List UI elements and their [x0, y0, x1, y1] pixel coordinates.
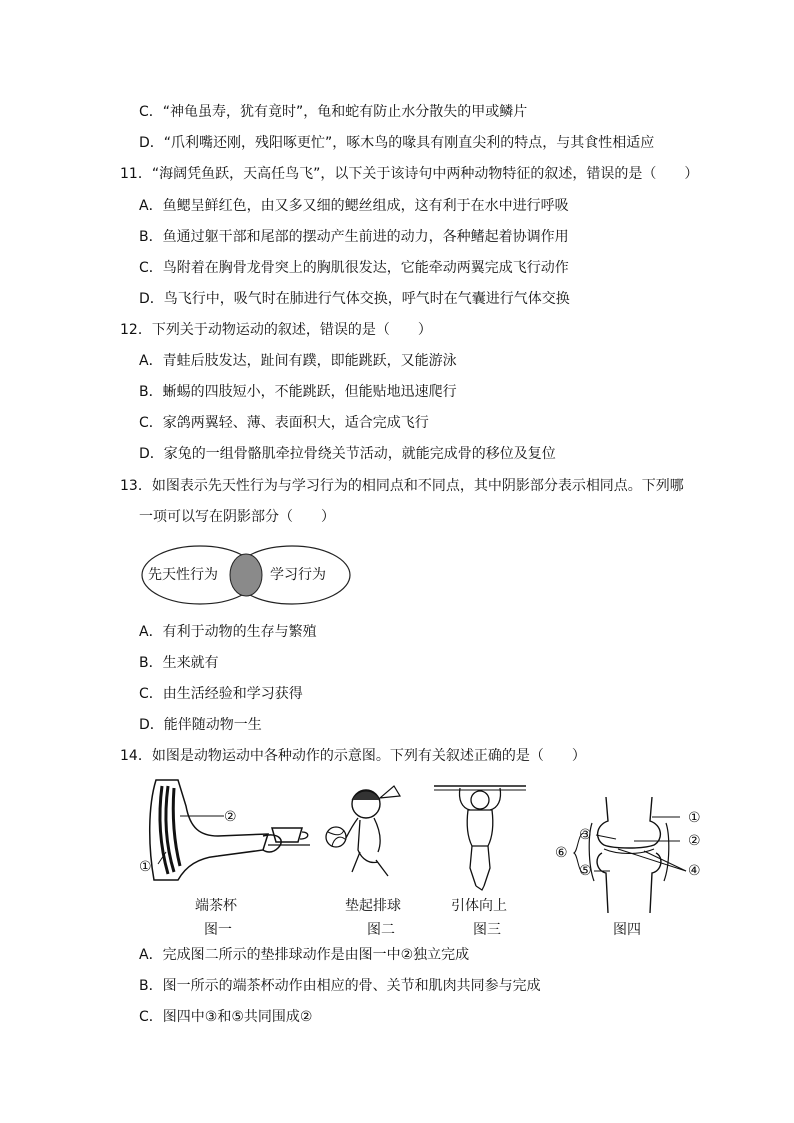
question-12: 12．下列关于动物运动的叙述，错误的是（ ）	[120, 322, 432, 338]
option-d-q12: D．家兔的一组骨骼肌牵拉骨绕关节活动，就能完成骨的移位及复位	[139, 446, 556, 462]
fig3-label: 图三	[473, 922, 501, 938]
fig4-marker-3: ③	[579, 827, 592, 843]
question-13-line2: 一项可以写在阴影部分（ ）	[139, 509, 335, 525]
option-a-q11: A．鱼鳃呈鲜红色，由又多又细的鳃丝组成，这有利于在水中进行呼吸	[139, 198, 569, 214]
fig4-marker-2: ②	[688, 833, 701, 849]
option-b-q13: B．生来就有	[139, 655, 219, 671]
fig3-caption: 引体向上	[451, 898, 507, 914]
option-b-q14: B．图一所示的端茶杯动作由相应的骨、关节和肌肉共同参与完成	[139, 978, 541, 994]
figure-volleyball	[322, 780, 412, 880]
question-13-line1: 13．如图表示先天性行为与学习行为的相同点和不同点，其中阴影部分表示相同点。下列哪	[120, 478, 684, 494]
fig4-label: 图四	[613, 922, 641, 938]
option-c-q14: C．图四中③和⑤共同围成②	[139, 1009, 313, 1025]
option-a-q13: A．有利于动物的生存与繁殖	[139, 624, 317, 640]
venn-left-label: 先天性行为	[148, 567, 218, 583]
fig1-marker-1: ①	[139, 859, 152, 875]
option-c-q10: C．“神龟虽寿，犹有竟时”，龟和蛇有防止水分散失的甲或鳞片	[139, 104, 528, 120]
venn-right-label: 学习行为	[270, 567, 326, 583]
question-14: 14．如图是动物运动中各种动作的示意图。下列有关叙述正确的是（ ）	[120, 748, 586, 764]
option-a-q12: A．青蛙后肢发达，趾间有蹼，即能跳跃，又能游泳	[139, 353, 457, 369]
fig1-caption: 端茶杯	[195, 898, 237, 914]
figure-arm-teacup	[138, 776, 320, 888]
fig4-marker-4: ④	[688, 863, 701, 879]
option-c-q11: C．鸟附着在胸骨龙骨突上的胸肌很发达，它能牵动两翼完成飞行动作	[139, 260, 569, 276]
volleyball-icon	[326, 827, 346, 847]
fig4-marker-5: ⑤	[579, 863, 592, 879]
option-d-q11: D．鸟飞行中，吸气时在肺进行气体交换，呼气时在气囊进行气体交换	[139, 291, 570, 307]
venn-shaded-overlap	[230, 554, 262, 596]
fig4-marker-6: ⑥	[555, 845, 568, 861]
option-a-q14: A．完成图二所示的垫排球动作是由图一中②独立完成	[139, 947, 470, 963]
option-c-q12: C．家鸽两翼轻、薄、表面积大，适合完成飞行	[139, 415, 429, 431]
fig1-marker-2: ②	[224, 809, 237, 825]
option-c-q13: C．由生活经验和学习获得	[139, 686, 303, 702]
option-d-q13: D．能伴随动物一生	[139, 717, 262, 733]
fig1-label: 图一	[204, 922, 232, 938]
question-11: 11．“海阔凭鱼跃，天高任鸟飞”，以下关于该诗句中两种动物特征的叙述，错误的是（ ）	[120, 166, 699, 182]
fig2-caption: 垫起排球	[345, 898, 401, 914]
figure-pull-up	[432, 776, 528, 894]
fig2-label: 图二	[367, 922, 395, 938]
fig4-marker-1: ①	[688, 810, 701, 826]
option-d-q10: D．“爪利嘴还刚，残阳啄更忙”，啄木鸟的喙具有刚直尖利的特点，与其食性相适应	[139, 135, 655, 151]
option-b-q11: B．鱼通过躯干部和尾部的摆动产生前进的动力，各种鳍起着协调作用	[139, 229, 569, 245]
option-b-q12: B．蜥蜴的四肢短小，不能跳跃，但能贴地迅速爬行	[139, 384, 457, 400]
